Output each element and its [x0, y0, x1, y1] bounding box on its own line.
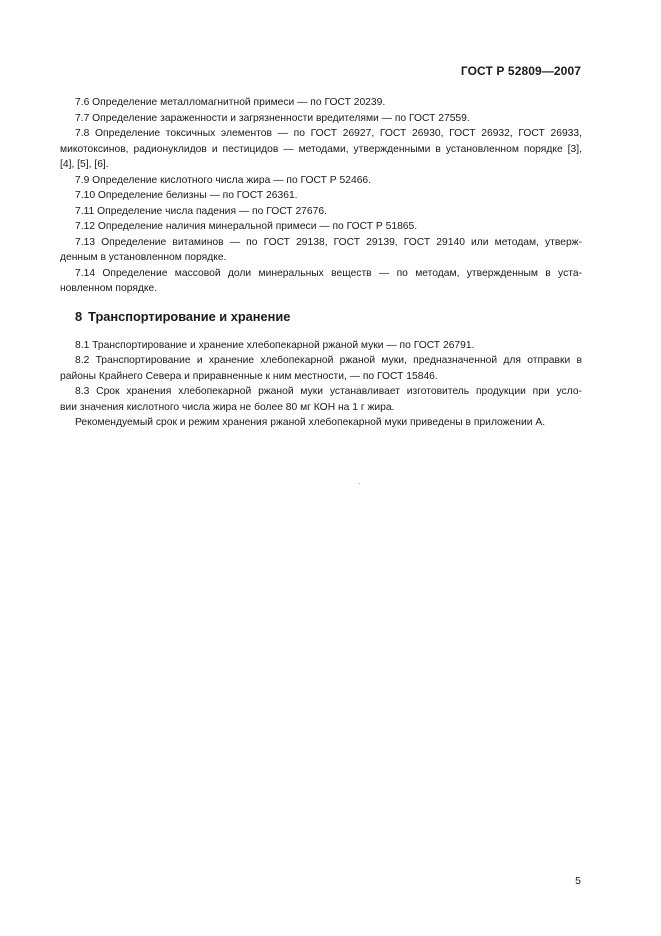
clause-7-12 — [60, 219, 582, 235]
clause-line: денным в установленном порядке. — [60, 252, 227, 263]
storage-recommendation — [60, 415, 582, 431]
clause-8-2 — [60, 353, 582, 384]
clause-line: новленном порядке. — [60, 283, 158, 294]
clause-line: Рекомендуемый срок и режим хранения ржаной хлебопекарной муки приведены в приложении А. — [75, 417, 546, 428]
scan-speck — [359, 483, 360, 484]
clause-7-14 — [60, 266, 582, 297]
clause-line: 7.6 Определение металломагнитной примеси — по ГОСТ 20239. — [75, 97, 386, 108]
clause-line: 7.11 Определение числа падения — по ГОСТ 27676. — [75, 205, 327, 217]
clause-7-13 — [60, 235, 582, 266]
clause-7-6 — [60, 95, 582, 111]
section-8-heading — [75, 308, 582, 325]
clause-line: районы Крайнего Севера и приравненные к ним местности, — по ГОСТ 15846. — [60, 370, 438, 382]
clause-line: 7.9 Определение кислотного числа жира — по ГОСТ Р 52466. — [75, 174, 372, 186]
clause-line: микотоксинов, радионуклидов и пестицидов — методами, утвержденными в установленном порядке [3], — [60, 143, 582, 155]
clause-7-8 — [60, 126, 582, 173]
clause-7-7 — [60, 111, 582, 127]
page-number: 5 — [575, 875, 581, 887]
clause-line: 8.3 Срок хранения хлебопекарной ржаной муки устанавливает изготовитель продукции при усло- — [75, 386, 582, 397]
document-code-header: ГОСТ Р 52809—2007 — [460, 64, 581, 78]
clause-line: 7.10 Определение белизны — по ГОСТ 26361. — [75, 190, 298, 201]
clause-8-1 — [60, 338, 582, 354]
clause-line: 8.1 Транспортирование и хранение хлебопекарной ржаной муки — по ГОСТ 26791. — [75, 339, 475, 351]
clause-7-10 — [60, 188, 582, 204]
clause-line: 7.8 Определение токсичных элементов — по ГОСТ 26927, ГОСТ 26930, ГОСТ 26932, ГОСТ 26933, — [75, 128, 582, 139]
clause-line: 8.2 Транспортирование и хранение хлебопекарной ржаной муки, предназначенной для отправки в — [75, 355, 582, 366]
section-number: 8 — [75, 308, 83, 324]
clause-line: 7.14 Определение массовой доли минеральных веществ — по методам, утвержденным в уста- — [75, 267, 582, 279]
clause-8-3 — [60, 384, 582, 415]
clause-line: вии значения кислотного числа жира не более 80 мг КОН на 1 г жира. — [60, 401, 395, 413]
page-content — [60, 95, 582, 431]
clause-line: 7.13 Определение витаминов — по ГОСТ 29138, ГОСТ 29139, ГОСТ 29140 или методам, утверж- — [75, 236, 582, 248]
section-title: Транспортирование и хранение — [88, 308, 291, 324]
clause-line: 7.12 Определение наличия минеральной примеси — по ГОСТ Р 51865. — [75, 221, 418, 232]
clause-line: 7.7 Определение зараженности и загрязненности вредителями — по ГОСТ 27559. — [75, 112, 470, 124]
clause-line: [4], [5], [6]. — [60, 159, 109, 170]
clause-7-11 — [60, 204, 582, 220]
clause-7-9 — [60, 173, 582, 189]
